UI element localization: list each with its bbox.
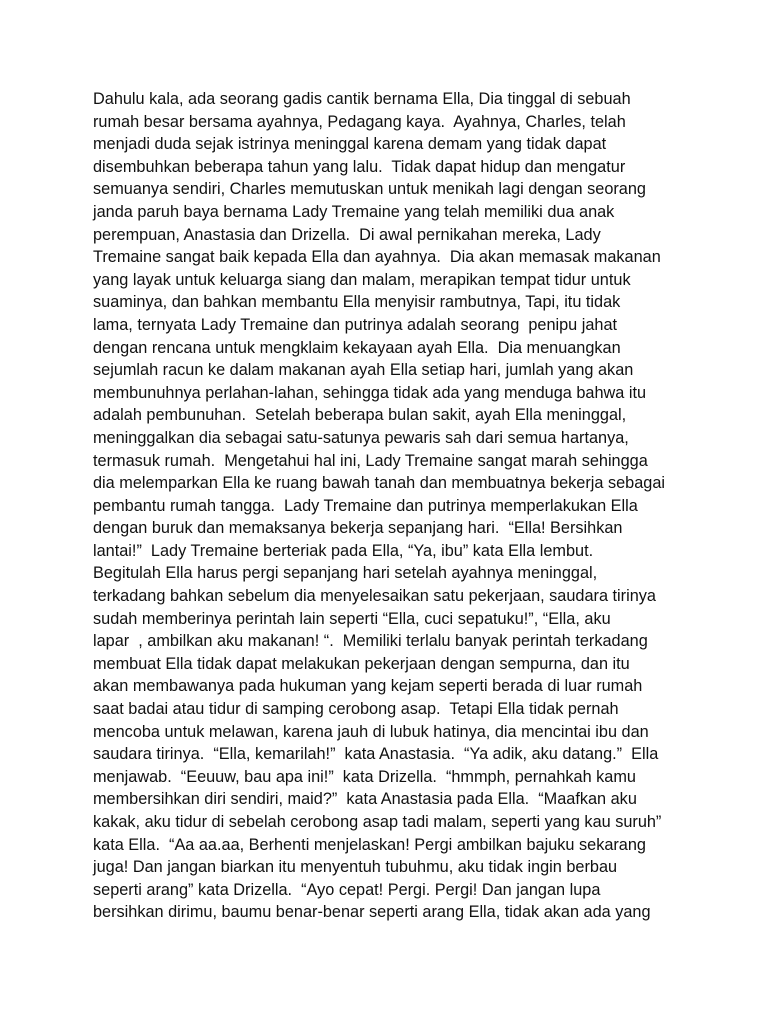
text-line: menjadi duda sejak istrinya meninggal karena demam yang tidak dapat — [93, 135, 607, 154]
text-line: termasuk rumah. Mengetahui hal ini, Lady Tremaine sangat marah sehingga — [93, 451, 648, 470]
text-line: disembuhkan beberapa tahun yang lalu. Tidak dapat hidup dan mengatur — [93, 157, 626, 176]
text-line: terkadang bahkan sebelum dia menyelesaikan satu pekerjaan, saudara tirinya — [93, 587, 656, 606]
text-line: kakak, aku tidur di sebelah cerobong asap tadi malam, seperti yang kau suruh” — [93, 813, 662, 831]
text-line: dia melemparkan Ella ke ruang bawah tanah dan membuatnya bekerja sebagai — [93, 474, 666, 493]
text-line: saudara tirinya. “Ella, kemarilah!” kata Anastasia. “Ya adik, aku datang.” Ella — [93, 745, 659, 764]
text-line: seperti arang” kata Drizella. “Ayo cepat! Pergi. Pergi! Dan jangan lupa — [93, 880, 601, 899]
text-line: janda paruh baya bernama Lady Tremaine yang telah memiliki dua anak — [93, 202, 615, 221]
text-line: Dahulu kala, ada seorang gadis cantik bernama Ella, Dia tinggal di sebuah — [93, 90, 631, 108]
text-line: bersihkan dirimu, baumu benar-benar seperti arang Ella, tidak akan ada yang — [93, 903, 651, 922]
text-line: lantai!” Lady Tremaine berteriak pada Ella, “Ya, ibu” kata Ella lembut. — [93, 541, 594, 560]
text-line: membuat Ella tidak dapat melakukan pekerjaan dengan sempurna, dan itu — [93, 654, 630, 673]
text-line: lama, ternyata Lady Tremaine dan putrinya adalah seorang penipu jahat — [93, 315, 618, 334]
text-line: suaminya, dan bahkan membantu Ella menyisir rambutnya, Tapi, itu tidak — [93, 293, 621, 312]
text-line: sejumlah racun ke dalam makanan ayah Ella setiap hari, jumlah yang akan — [93, 361, 634, 380]
text-line: kata Ella. “Aa aa.aa, Berhenti menjelaskan! Pergi ambilkan bajuku sekarang — [93, 835, 646, 854]
text-line: adalah pembunuhan. Setelah beberapa bulan sakit, ayah Ella meninggal, — [93, 406, 627, 425]
text-line: rumah besar bersama ayahnya, Pedagang kaya. Ayahnya, Charles, telah — [93, 112, 626, 131]
text-line: akan membawanya pada hukuman yang kejam seperti berada di luar rumah — [93, 677, 643, 696]
text-line: membunuhnya perlahan-lahan, sehingga tidak ada yang menduga bahwa itu — [93, 383, 647, 402]
text-line: mencoba untuk melawan, karena jauh di lubuk hatinya, dia mencintai ibu dan — [93, 722, 649, 741]
text-line: saat badai atau tidur di samping cerobong asap. Tetapi Ella tidak pernah — [93, 700, 619, 719]
text-line: lapar , ambilkan aku makanan! “. Memiliki terlalu banyak perintah terkadang — [93, 632, 648, 651]
text-line: perempuan, Anastasia dan Drizella. Di awal pernikahan mereka, Lady — [93, 225, 601, 244]
text-line: dengan rencana untuk mengklaim kekayaan ayah Ella. Dia menuangkan — [93, 338, 621, 357]
text-line: membersihkan diri sendiri, maid?” kata Anastasia pada Ella. “Maafkan aku — [93, 790, 637, 809]
text-line: pembantu rumah tangga. Lady Tremaine dan putrinya memperlakukan Ella — [93, 496, 638, 515]
story-text — [93, 88, 693, 924]
text-line: Tremaine sangat baik kepada Ella dan ayahnya. Dia akan memasak makanan — [93, 248, 661, 267]
text-line: meninggalkan dia sebagai satu-satunya pewaris sah dari semua hartanya, — [93, 428, 629, 447]
text-line: juga! Dan jangan biarkan itu menyentuh tubuhmu, aku tidak ingin berbau — [93, 858, 618, 877]
text-line: dengan buruk dan memaksanya bekerja sepanjang hari. “Ella! Bersihkan — [93, 519, 623, 538]
text-line: menjawab. “Eeuuw, bau apa ini!” kata Drizella. “hmmph, pernahkah kamu — [93, 767, 636, 786]
text-line: semuanya sendiri, Charles memutuskan untuk menikah lagi dengan seorang — [93, 180, 646, 199]
text-line: Begitulah Ella harus pergi sepanjang hari setelah ayahnya meninggal, — [93, 564, 598, 583]
text-line: yang layak untuk keluarga siang dan malam, merapikan tempat tidur untuk — [93, 270, 631, 289]
text-line: sudah memberinya perintah lain seperti “Ella, cuci sepatuku!”, “Ella, aku — [93, 609, 611, 628]
